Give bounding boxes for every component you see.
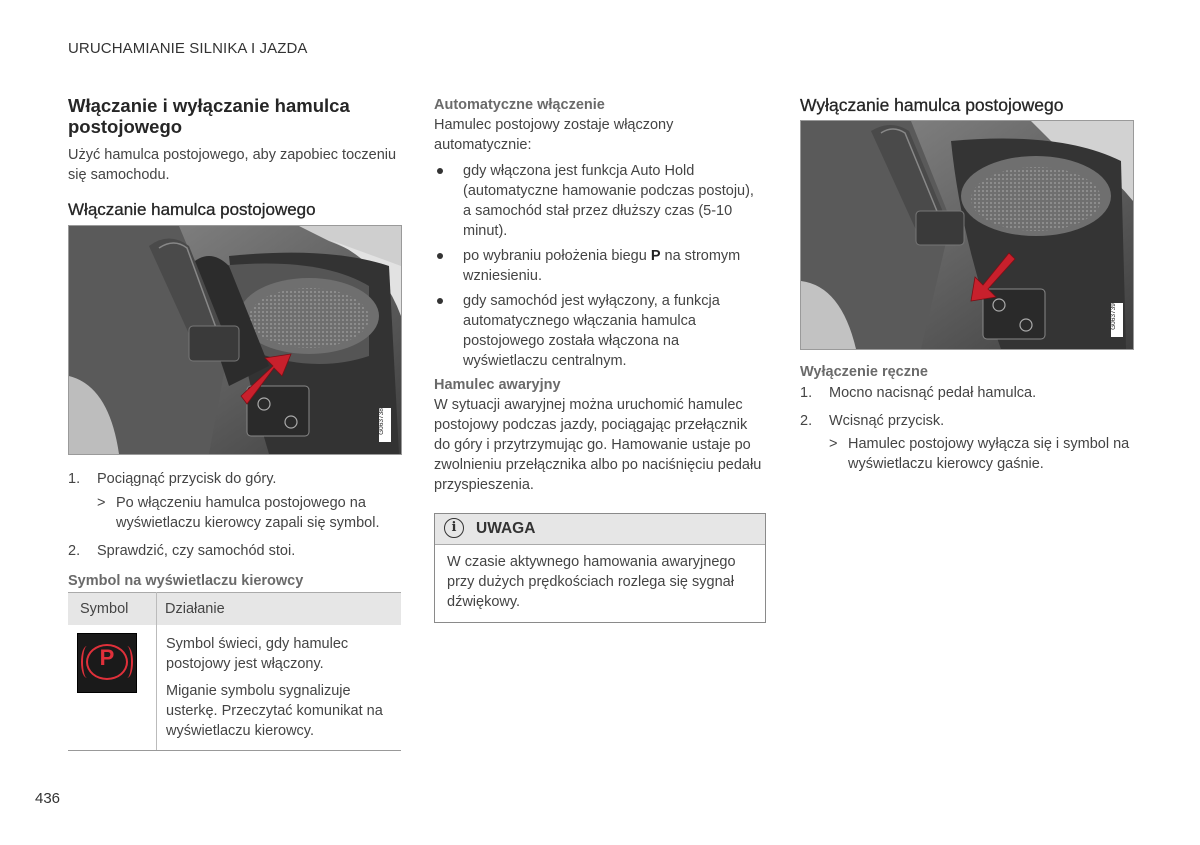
release-steps — [800, 383, 1134, 431]
section-title-release: Wyłączanie hamulca postojowego — [800, 95, 1064, 115]
parking-brake-icon: P — [77, 633, 137, 693]
column-right — [800, 95, 1134, 474]
column-left — [68, 95, 401, 751]
bullet-item: gdy włączona jest funkcja Auto Hold (automatyczne hamowanie podczas postoju), a samochód stał przez dłuższy czas (5-10 minut). — [434, 161, 766, 241]
step-item: 1. Mocno nacisnąć pedał hamulca. — [800, 385, 1037, 401]
warning-text: W czasie aktywnego hamowania awaryjnego przy dużych prędkościach rozlega się sygnał dźwiękowy. — [447, 554, 736, 610]
step-item: 2. Sprawdzić, czy samochód stoi. — [68, 543, 296, 559]
info-icon: i — [444, 518, 464, 538]
page-header: URUCHAMIANIE SILNIKA I JAZDA — [68, 40, 308, 57]
page-number: 436 — [35, 790, 61, 807]
console-photo-apply — [68, 225, 402, 455]
table-header-row — [68, 593, 401, 626]
auto-title: Automatyczne włączenie — [434, 97, 605, 113]
symbol-table — [68, 592, 401, 751]
apply-steps — [68, 469, 401, 489]
manual-title: Wyłączenie ręczne — [800, 364, 928, 380]
emergency-title: Hamulec awaryjny — [434, 377, 561, 393]
auto-intro: Hamulec postojowy zostaje włączony automatycznie: — [434, 117, 674, 153]
warning-header — [435, 514, 765, 545]
image-code-label: G063739 — [1111, 303, 1123, 337]
warning-title: UWAGA — [476, 520, 536, 537]
warning-box — [434, 513, 766, 623]
action-text-2: Miganie symbolu sygnalizuje usterkę. Przeczytać komunikat na wyświetlaczu kierowcy. — [166, 683, 383, 739]
auto-bullets — [434, 161, 766, 371]
bullet-item: gdy samochód jest wyłączony, a funkcja automatycznego włączania hamulca postojowego została włączona na wyświetlaczu centralnym. — [434, 291, 766, 371]
header-symbol: Symbol — [68, 593, 157, 626]
console-photo-release — [800, 120, 1134, 350]
intro-text: Użyć hamulca postojowego, aby zapobiec toczeniu się samochodu. — [68, 147, 397, 183]
symbol-cell — [68, 625, 157, 751]
header-action: Działanie — [157, 593, 402, 626]
subsection-title: Włączanie hamulca postojowego — [68, 200, 316, 219]
column-middle — [434, 95, 766, 623]
action-text-1: Symbol świeci, gdy hamulec postojowy jest włączony. — [166, 636, 349, 672]
action-cell — [157, 625, 402, 751]
step-item: 2. Wcisnąć przycisk. — [800, 413, 945, 429]
table-row — [68, 625, 401, 751]
step-item: 1. Pociągnąć przycisk do góry. — [68, 471, 277, 487]
apply-steps-2 — [68, 541, 401, 561]
bullet-item: po wybraniu położenia biegu P na stromym wzniesieniu. — [434, 246, 766, 286]
section-title: Włączanie i wyłączanie hamulca postojowego — [68, 95, 350, 137]
table-title: Symbol na wyświetlaczu kierowcy — [68, 573, 304, 589]
emergency-text: W sytuacji awaryjnej można uruchomić hamulec postojowy podczas jazdy, pociągając przełącznik do góry i przytrzymując go. Hamowanie ustaje po zwolnieniu przełącznika albo po naciśnięciu pedału przyspieszenia. — [434, 397, 762, 493]
step-result: > Po włączeniu hamulca postojowego na wyświetlaczu kierowcy zapali się symbol. — [97, 495, 380, 531]
step-result: > Hamulec postojowy wyłącza się i symbol na wyświetlaczu kierowcy gaśnie. — [829, 436, 1130, 472]
image-code-label: G063738 — [379, 408, 391, 442]
